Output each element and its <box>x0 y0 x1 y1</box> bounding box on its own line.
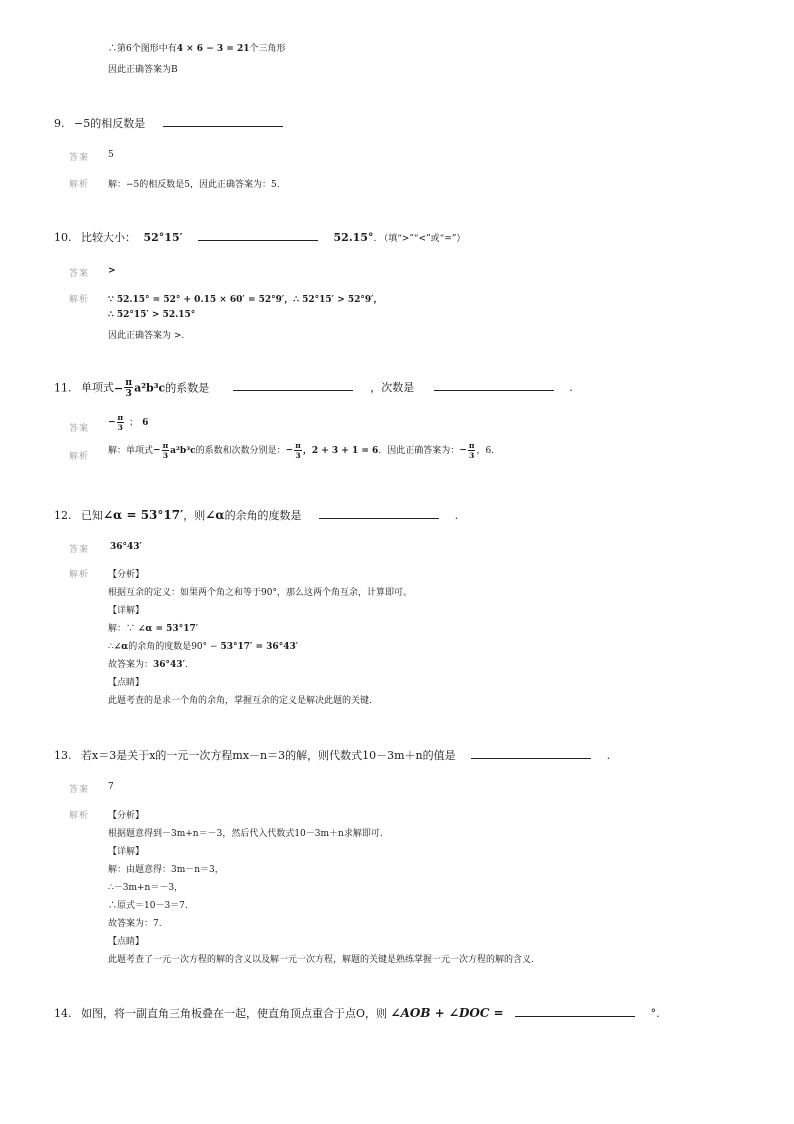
answer-label: 答案 <box>69 269 90 279</box>
question-stem-mid2: ，次数是 <box>370 381 415 395</box>
fraction: $\frac{\pi}{3}$ <box>162 441 169 460</box>
question-number: 12. <box>54 509 72 522</box>
question-14: 14. 如图，将一副直角三角板叠在一起，使直角顶点重合于点O，则 ∠AOB + ∠DOC = °. <box>54 1006 660 1020</box>
detail-line-3: 故答案为：36°43′. <box>108 660 188 670</box>
analysis-line-1: ∵ 52.15° = 52° + 0.15 × 60′ = 52°9′，∴ 52°15′ > 52°9′， <box>108 295 383 305</box>
detail-line-1: 解：由题意得：3m－n＝3， <box>108 865 224 875</box>
detail-line-2: ∴－3m+n＝－3， <box>108 883 184 893</box>
question-number: 13. <box>54 749 72 762</box>
question-stem: 若x＝3是关于x的一元一次方程mx－n＝3的解，则代数式10－3m＋n的值是 <box>81 749 456 762</box>
analysis-text: 解：单项式− $\frac{\pi}{3}$ a²b³c的系数和次数分别是：− $\frac{\pi}{3}$ ，2 + 3 + 1 = 6．因此正确答案为：− $\frac{\pi}{3}$ ，6. <box>108 441 495 460</box>
prev-answer-line-1: ∴第6个图形中有4 × 6 − 3 = 21个三角形 <box>108 44 286 54</box>
question-stem-mid: 的系数是 <box>165 381 210 395</box>
answer-value: 36°43′ <box>110 542 142 552</box>
detail-heading: 【详解】 <box>108 606 145 616</box>
question-12: 12. 已知∠α = 53°17′，则∠α的余角的度数是 . <box>54 508 459 522</box>
analysis-label: 解析 <box>69 570 90 580</box>
answer-label: 答案 <box>69 153 90 163</box>
question-stem-end: . <box>569 381 573 395</box>
angle-sum-expression: ∠AOB + ∠DOC = <box>390 1006 504 1020</box>
question-stem-suffix: 的余角的度数是 <box>224 509 302 522</box>
detail-heading: 【详解】 <box>108 847 145 857</box>
left-value: 52°15′ <box>143 231 183 244</box>
fraction: $\frac{\pi}{3}$ <box>117 413 124 432</box>
degree-blank[interactable] <box>434 389 554 391</box>
analysis-text: 解：−5的相反数是5，因此正确答案为：5. <box>108 180 280 190</box>
monomial: a²b³c <box>134 381 166 395</box>
comment-heading: 【点睛】 <box>108 937 145 947</box>
answer-label: 答案 <box>69 785 90 795</box>
question-stem: −5的相反数是 <box>74 117 146 130</box>
prev-answer-line-2: 因此正确答案为B <box>108 65 178 75</box>
analysis-label: 解析 <box>69 811 90 821</box>
given-angle: ∠α = 53°17′ <box>103 508 184 522</box>
analysis-line-3: 因此正确答案为 >. <box>108 331 185 341</box>
question-number: 10. <box>54 231 72 244</box>
question-stem: 如图，将一副直角三角板叠在一起，使直角顶点重合于点O，则 <box>81 1007 388 1020</box>
answer-label: 答案 <box>69 545 90 555</box>
question-9 <box>54 115 283 131</box>
question-stem-prefix: 已知 <box>81 509 103 522</box>
answer-value: 7 <box>108 782 114 792</box>
question-stem-suffix: . （填“>”“<”或“=”） <box>373 234 466 244</box>
answer-blank[interactable] <box>198 239 318 241</box>
analysis-paragraph: 根据题意得到－3m+n＝－3，然后代入代数式10－3m＋n求解即可. <box>108 829 383 839</box>
question-11: 11. 单项式− $\frac{\pi}{3}$ a²b³c的系数是 ，次数是 . <box>54 377 573 400</box>
detail-line-4: 故答案为：7. <box>108 919 162 929</box>
analysis-heading: 【分析】 <box>108 811 145 821</box>
question-number: 14. <box>54 1007 72 1020</box>
coefficient-blank[interactable] <box>233 389 353 391</box>
question-stem-prefix: 比较大小： <box>81 231 136 244</box>
detail-line-1: 解：∵ ∠α = 53°17′ <box>108 624 199 634</box>
fraction: $\frac{\pi}{3}$ <box>468 441 475 460</box>
analysis-line-2: ∴ 52°15′ > 52.15° <box>108 310 196 320</box>
analysis-label: 解析 <box>69 295 90 305</box>
answer-blank[interactable] <box>471 757 591 759</box>
answer-blank[interactable] <box>515 1015 635 1017</box>
analysis-label: 解析 <box>69 452 90 462</box>
right-value: 52.15° <box>333 231 374 244</box>
answer-blank[interactable] <box>163 125 283 127</box>
comment-paragraph: 此题考查了一元一次方程的解的含义以及解一元一次方程，解题的关键是熟练掌握一元一次方程的解的含义. <box>108 955 534 965</box>
comment-paragraph: 此题考查的是求一个角的余角，掌握互余的定义是解决此题的关键. <box>108 696 372 706</box>
detail-line-3: ∴原式＝10－3＝7. <box>108 901 188 911</box>
analysis-label: 解析 <box>69 180 90 190</box>
analysis-paragraph: 根据互余的定义：如果两个角之和等于90°，那么这两个角互余，计算即可。 <box>108 588 412 598</box>
question-10 <box>54 229 465 245</box>
question-number: 11. <box>54 381 72 395</box>
answer-value: > <box>108 266 116 276</box>
fraction: $\frac{\pi}{3}$ <box>295 441 301 460</box>
answer-blank[interactable] <box>319 517 439 519</box>
question-13: 13. 若x＝3是关于x的一元一次方程mx－n＝3的解，则代数式10－3m＋n的值是 . <box>54 749 611 762</box>
answer-label: 答案 <box>69 424 90 434</box>
comment-heading: 【点睛】 <box>108 678 145 688</box>
fraction: $\frac{\pi}{3}$ <box>125 377 133 400</box>
detail-line-2: ∴∠α的余角的度数是90° − 53°17′ = 36°43′ <box>108 642 299 652</box>
question-stem-prefix: 单项式 <box>81 381 114 395</box>
answer-value: − $\frac{\pi}{3}$ ； 6 <box>108 413 149 432</box>
question-number: 9. <box>54 117 65 130</box>
math-expression: 4 × 6 − 3 = 21 <box>176 44 250 54</box>
analysis-heading: 【分析】 <box>108 570 145 580</box>
answer-value: 5 <box>108 150 114 160</box>
